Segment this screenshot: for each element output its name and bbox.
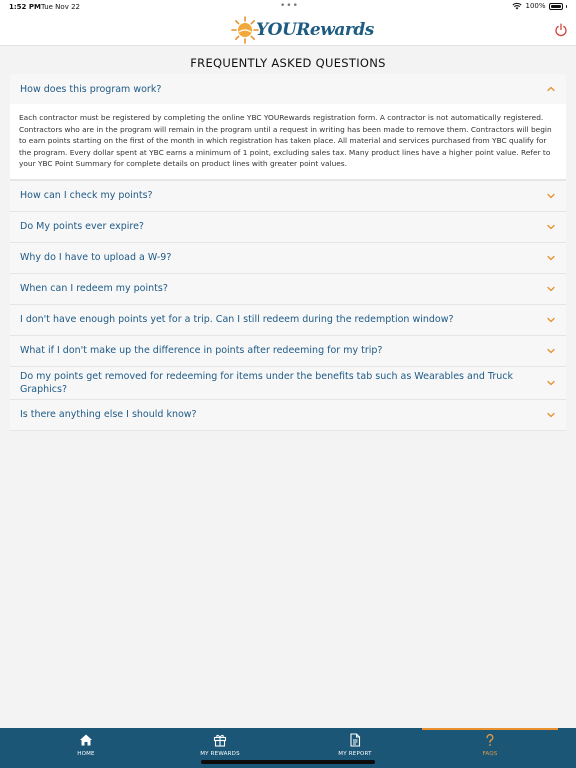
app-header bbox=[0, 14, 576, 46]
faq-item bbox=[10, 400, 566, 431]
faq-item bbox=[10, 212, 566, 243]
wifi-icon bbox=[512, 2, 522, 10]
chevron-up-icon bbox=[546, 84, 556, 94]
multitasking-dots[interactable]: ••• bbox=[280, 1, 299, 11]
faq-question-toggle[interactable] bbox=[10, 367, 566, 399]
logout-button[interactable] bbox=[554, 22, 568, 36]
battery-percent: 100% bbox=[525, 2, 546, 10]
chevron-down-icon bbox=[546, 378, 556, 388]
status-date: Tue Nov 22 bbox=[41, 3, 80, 11]
faq-question-toggle[interactable] bbox=[10, 305, 566, 335]
home-icon bbox=[79, 733, 93, 747]
logo bbox=[230, 15, 374, 45]
faq-item bbox=[10, 367, 566, 400]
faq-question: I don't have enough points yet for a trip. Can I still redeem during the redemption window? bbox=[20, 314, 454, 326]
faq-item bbox=[10, 243, 566, 274]
faq-question: Do My points ever expire? bbox=[20, 221, 144, 233]
chevron-down-icon bbox=[546, 410, 556, 420]
tab-my-rewards-label: MY REWARDS bbox=[200, 751, 240, 757]
status-bar bbox=[0, 0, 576, 14]
battery-icon bbox=[549, 3, 563, 10]
faq-question: Why do I have to upload a W-9? bbox=[20, 252, 172, 264]
faq-question-toggle[interactable] bbox=[10, 243, 566, 273]
battery-tip bbox=[566, 5, 568, 8]
faq-question-toggle[interactable] bbox=[10, 400, 566, 430]
faq-item bbox=[10, 74, 566, 181]
faq-item bbox=[10, 336, 566, 367]
faq-question-toggle[interactable] bbox=[10, 336, 566, 366]
faq-question-toggle[interactable] bbox=[10, 212, 566, 242]
chevron-down-icon bbox=[546, 222, 556, 232]
status-indicators bbox=[512, 2, 567, 10]
tab-faqs-label: FAQS bbox=[482, 751, 498, 757]
chevron-down-icon bbox=[546, 284, 556, 294]
power-icon bbox=[554, 23, 568, 37]
faq-question: How can I check my points? bbox=[20, 190, 153, 202]
chevron-down-icon bbox=[546, 346, 556, 356]
tab-my-report-label: MY REPORT bbox=[338, 751, 372, 757]
faq-question: When can I redeem my points? bbox=[20, 283, 168, 295]
status-time: 1:52 PM bbox=[9, 3, 41, 11]
home-indicator[interactable] bbox=[201, 760, 375, 764]
faq-question-toggle[interactable] bbox=[10, 74, 566, 104]
chevron-down-icon bbox=[546, 191, 556, 201]
question-icon bbox=[483, 733, 497, 747]
chevron-down-icon bbox=[546, 253, 556, 263]
tab-home-label: HOME bbox=[77, 751, 95, 757]
faq-question-toggle[interactable] bbox=[10, 274, 566, 304]
faq-question: Do my points get removed for redeeming for items under the benefits tab such as Wearables and Truck Graphics? bbox=[20, 370, 513, 395]
faq-question: What if I don't make up the difference in points after redeeming for my trip? bbox=[20, 345, 383, 357]
faq-item bbox=[10, 305, 566, 336]
page-title: FREQUENTLY ASKED QUESTIONS bbox=[190, 56, 386, 70]
faq-question: How does this program work? bbox=[20, 83, 162, 95]
faq-item bbox=[10, 274, 566, 305]
faq-list bbox=[10, 74, 566, 431]
faq-item bbox=[10, 181, 566, 212]
tab-home[interactable] bbox=[14, 728, 158, 768]
faq-question-toggle[interactable] bbox=[10, 181, 566, 211]
faq-answer: Each contractor must be registered by completing the online YBC YOURewards registration form. A contractor is not automatically registered. Contractors who are in the program will remain in the program until a request in writing has been made to remove them. Contractors will begin to earn points starting on the first of the month in which registration has taken place. All material and services purchased from YBC qualify for the program. Every dollar spent at YBC earns a minimum of 1 point, excluding sales tax. Many product lines have a higher point value. Refer to your YBC Point Summary for complete details on product lines with greater point values. bbox=[10, 104, 566, 180]
chevron-down-icon bbox=[546, 315, 556, 325]
document-icon bbox=[348, 733, 362, 747]
faq-question: Is there anything else I should know? bbox=[20, 409, 197, 421]
gift-icon bbox=[213, 733, 227, 747]
logo-text: YOURewards bbox=[256, 20, 374, 40]
tab-faqs[interactable] bbox=[418, 728, 562, 768]
